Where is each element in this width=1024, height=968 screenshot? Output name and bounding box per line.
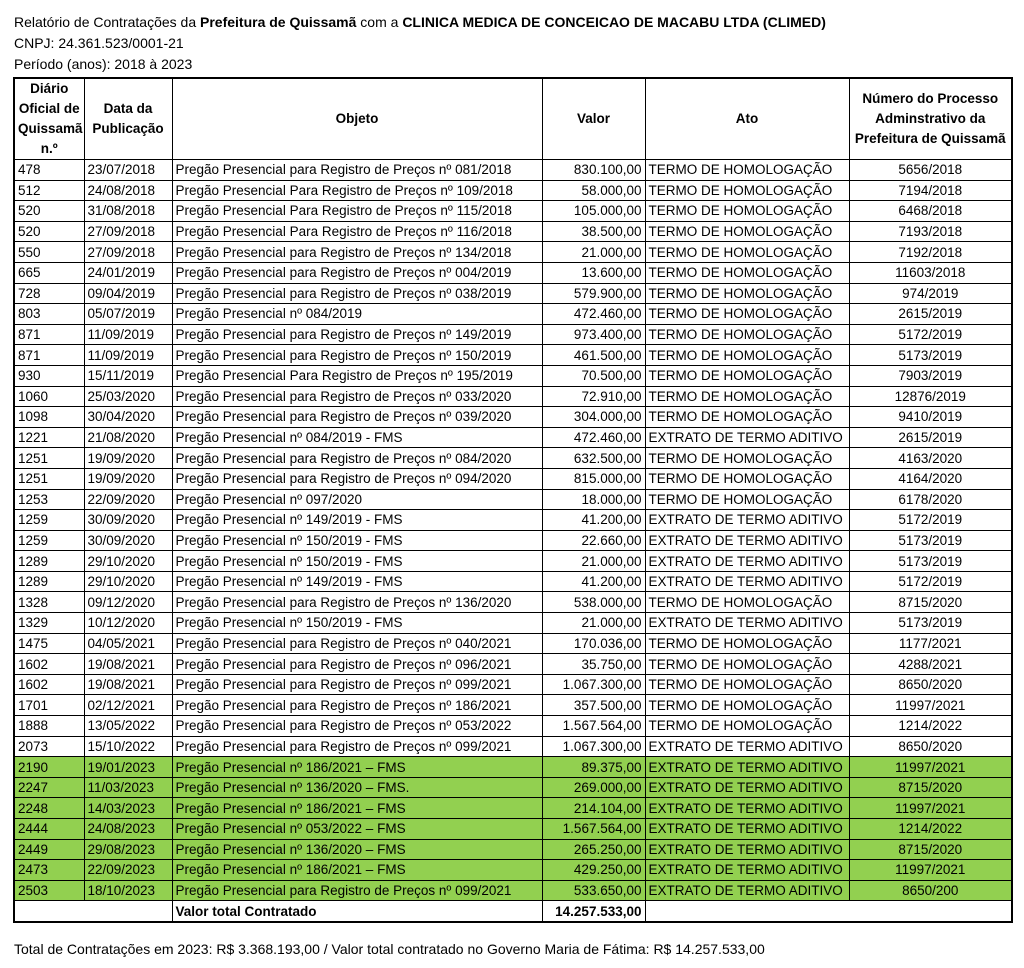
cell-ato: EXTRATO DE TERMO ADITIVO bbox=[645, 798, 849, 819]
cell-ato: TERMO DE HOMOLOGAÇÃO bbox=[645, 262, 849, 283]
cell-objeto: Pregão Presencial nº 084/2019 - FMS bbox=[172, 427, 542, 448]
table-row bbox=[14, 613, 1012, 634]
cell-diario: 1259 bbox=[14, 510, 84, 531]
cell-valor: 472.460,00 bbox=[542, 304, 645, 325]
cell-processo: 4288/2021 bbox=[849, 654, 1012, 675]
col-header-data: Data da Publicação bbox=[84, 78, 172, 160]
cell-data: 29/10/2020 bbox=[84, 551, 172, 572]
cell-objeto: Pregão Presencial Para Registro de Preços nº 195/2019 bbox=[172, 365, 542, 386]
cell-objeto: Pregão Presencial para Registro de Preços nº 099/2021 bbox=[172, 674, 542, 695]
cell-diario: 550 bbox=[14, 242, 84, 263]
cell-valor: 13.600,00 bbox=[542, 262, 645, 283]
cell-ato: TERMO DE HOMOLOGAÇÃO bbox=[645, 448, 849, 469]
cell-valor: 21.000,00 bbox=[542, 613, 645, 634]
cell-objeto: Pregão Presencial nº 053/2022 – FMS bbox=[172, 819, 542, 840]
cell-processo: 9410/2019 bbox=[849, 407, 1012, 428]
cell-objeto: Pregão Presencial Para Registro de Preços nº 115/2018 bbox=[172, 201, 542, 222]
cell-data: 31/08/2018 bbox=[84, 201, 172, 222]
cell-data: 14/03/2023 bbox=[84, 798, 172, 819]
table-row bbox=[14, 324, 1012, 345]
cell-processo: 11997/2021 bbox=[849, 860, 1012, 881]
cell-data: 19/01/2023 bbox=[84, 757, 172, 778]
cell-ato: TERMO DE HOMOLOGAÇÃO bbox=[645, 674, 849, 695]
cell-data: 29/10/2020 bbox=[84, 571, 172, 592]
cell-data: 25/03/2020 bbox=[84, 386, 172, 407]
cell-objeto: Pregão Presencial para Registro de Preços nº 053/2022 bbox=[172, 716, 542, 737]
cell-processo: 7192/2018 bbox=[849, 242, 1012, 263]
cell-ato: TERMO DE HOMOLOGAÇÃO bbox=[645, 242, 849, 263]
cell-processo: 11997/2021 bbox=[849, 798, 1012, 819]
cell-diario: 1289 bbox=[14, 551, 84, 572]
cell-processo: 2615/2019 bbox=[849, 304, 1012, 325]
cell-diario: 1253 bbox=[14, 489, 84, 510]
cell-data: 19/08/2021 bbox=[84, 674, 172, 695]
cell-data: 27/09/2018 bbox=[84, 221, 172, 242]
cell-data: 10/12/2020 bbox=[84, 613, 172, 634]
cell-processo: 2615/2019 bbox=[849, 427, 1012, 448]
cell-data: 27/09/2018 bbox=[84, 242, 172, 263]
cell-objeto: Pregão Presencial nº 186/2021 – FMS bbox=[172, 757, 542, 778]
cell-valor: 538.000,00 bbox=[542, 592, 645, 613]
table-row bbox=[14, 304, 1012, 325]
table-row bbox=[14, 798, 1012, 819]
table-row bbox=[14, 777, 1012, 798]
cell-objeto: Pregão Presencial Para Registro de Preços nº 116/2018 bbox=[172, 221, 542, 242]
table-row bbox=[14, 592, 1012, 613]
col-header-objeto: Objeto bbox=[172, 78, 542, 160]
cell-valor: 265.250,00 bbox=[542, 839, 645, 860]
cell-objeto: Pregão Presencial nº 097/2020 bbox=[172, 489, 542, 510]
cell-processo: 8715/2020 bbox=[849, 592, 1012, 613]
cell-ato: TERMO DE HOMOLOGAÇÃO bbox=[645, 304, 849, 325]
cell-processo: 8650/2020 bbox=[849, 736, 1012, 757]
cell-data: 24/08/2018 bbox=[84, 180, 172, 201]
cell-processo: 5173/2019 bbox=[849, 530, 1012, 551]
cell-ato: TERMO DE HOMOLOGAÇÃO bbox=[645, 386, 849, 407]
table-row bbox=[14, 736, 1012, 757]
table-header-row bbox=[14, 78, 1012, 160]
cell-valor: 72.910,00 bbox=[542, 386, 645, 407]
cell-objeto: Pregão Presencial para Registro de Preços nº 136/2020 bbox=[172, 592, 542, 613]
cell-valor: 21.000,00 bbox=[542, 242, 645, 263]
cell-processo: 974/2019 bbox=[849, 283, 1012, 304]
cell-data: 19/09/2020 bbox=[84, 448, 172, 469]
cell-ato: TERMO DE HOMOLOGAÇÃO bbox=[645, 345, 849, 366]
cell-data: 11/09/2019 bbox=[84, 345, 172, 366]
cell-ato: EXTRATO DE TERMO ADITIVO bbox=[645, 510, 849, 531]
cell-processo: 1214/2022 bbox=[849, 819, 1012, 840]
cell-objeto: Pregão Presencial para Registro de Preços nº 040/2021 bbox=[172, 633, 542, 654]
cell-data: 11/09/2019 bbox=[84, 324, 172, 345]
table-row bbox=[14, 221, 1012, 242]
cell-processo: 5173/2019 bbox=[849, 613, 1012, 634]
cell-processo: 6178/2020 bbox=[849, 489, 1012, 510]
cell-diario: 2248 bbox=[14, 798, 84, 819]
cell-ato: TERMO DE HOMOLOGAÇÃO bbox=[645, 160, 849, 181]
cell-processo: 7193/2018 bbox=[849, 221, 1012, 242]
table-row bbox=[14, 839, 1012, 860]
cell-objeto: Pregão Presencial para Registro de Preços nº 096/2021 bbox=[172, 654, 542, 675]
cell-processo: 5173/2019 bbox=[849, 345, 1012, 366]
table-row bbox=[14, 407, 1012, 428]
cell-ato: TERMO DE HOMOLOGAÇÃO bbox=[645, 407, 849, 428]
cell-objeto: Pregão Presencial nº 136/2020 – FMS bbox=[172, 839, 542, 860]
cell-valor: 472.460,00 bbox=[542, 427, 645, 448]
cell-diario: 1475 bbox=[14, 633, 84, 654]
cnpj-line: CNPJ: 24.361.523/0001-21 bbox=[14, 35, 184, 51]
cell-objeto: Pregão Presencial nº 186/2021 – FMS bbox=[172, 860, 542, 881]
table-row bbox=[14, 654, 1012, 675]
cell-processo: 4163/2020 bbox=[849, 448, 1012, 469]
cell-diario: 1888 bbox=[14, 716, 84, 737]
cell-objeto: Pregão Presencial para Registro de Preços nº 004/2019 bbox=[172, 262, 542, 283]
cell-objeto: Pregão Presencial para Registro de Preços nº 099/2021 bbox=[172, 736, 542, 757]
cell-valor: 18.000,00 bbox=[542, 489, 645, 510]
cell-diario: 2444 bbox=[14, 819, 84, 840]
cell-processo: 1177/2021 bbox=[849, 633, 1012, 654]
cell-diario: 1251 bbox=[14, 468, 84, 489]
cell-objeto: Pregão Presencial nº 150/2019 - FMS bbox=[172, 551, 542, 572]
cell-valor: 533.650,00 bbox=[542, 880, 645, 901]
report-title bbox=[14, 12, 826, 33]
cell-processo: 7903/2019 bbox=[849, 365, 1012, 386]
total-label: Valor total Contratado bbox=[172, 901, 542, 922]
table-row bbox=[14, 345, 1012, 366]
cell-diario: 930 bbox=[14, 365, 84, 386]
table-row bbox=[14, 201, 1012, 222]
cell-valor: 22.660,00 bbox=[542, 530, 645, 551]
cell-data: 22/09/2020 bbox=[84, 489, 172, 510]
cell-ato: TERMO DE HOMOLOGAÇÃO bbox=[645, 592, 849, 613]
cell-data: 15/11/2019 bbox=[84, 365, 172, 386]
table-body bbox=[14, 160, 1012, 922]
cell-diario: 871 bbox=[14, 324, 84, 345]
cell-ato: EXTRATO DE TERMO ADITIVO bbox=[645, 880, 849, 901]
cell-diario: 803 bbox=[14, 304, 84, 325]
cell-processo: 8715/2020 bbox=[849, 777, 1012, 798]
cell-diario: 1701 bbox=[14, 695, 84, 716]
cell-diario: 1602 bbox=[14, 654, 84, 675]
cell-diario: 1251 bbox=[14, 448, 84, 469]
cell-valor: 461.500,00 bbox=[542, 345, 645, 366]
cell-data: 30/09/2020 bbox=[84, 510, 172, 531]
cell-processo: 1214/2022 bbox=[849, 716, 1012, 737]
cell-ato: TERMO DE HOMOLOGAÇÃO bbox=[645, 716, 849, 737]
table-row bbox=[14, 880, 1012, 901]
table-row bbox=[14, 427, 1012, 448]
cell-valor: 632.500,00 bbox=[542, 448, 645, 469]
cell-objeto: Pregão Presencial Para Registro de Preços nº 109/2018 bbox=[172, 180, 542, 201]
cell-diario: 1098 bbox=[14, 407, 84, 428]
cell-data: 30/09/2020 bbox=[84, 530, 172, 551]
cell-diario: 520 bbox=[14, 221, 84, 242]
total-empty-3 bbox=[645, 901, 849, 922]
col-header-ato: Ato bbox=[645, 78, 849, 160]
table-row bbox=[14, 860, 1012, 881]
table-row bbox=[14, 530, 1012, 551]
cell-ato: EXTRATO DE TERMO ADITIVO bbox=[645, 757, 849, 778]
cell-data: 22/09/2023 bbox=[84, 860, 172, 881]
footer-summary: Total de Contratações em 2023: R$ 3.368.193,00 / Valor total contratado no Governo Maria de Fátima: R$ 14.257.533,00 bbox=[14, 941, 765, 957]
col-header-processo: Número do Processo Adminstrativo da Prefeitura de Quissamã bbox=[849, 78, 1012, 160]
cell-objeto: Pregão Presencial nº 186/2021 – FMS bbox=[172, 798, 542, 819]
cell-valor: 973.400,00 bbox=[542, 324, 645, 345]
total-row bbox=[14, 901, 1012, 922]
cell-valor: 105.000,00 bbox=[542, 201, 645, 222]
cell-valor: 579.900,00 bbox=[542, 283, 645, 304]
cell-objeto: Pregão Presencial para Registro de Preços nº 186/2021 bbox=[172, 695, 542, 716]
cell-processo: 5172/2019 bbox=[849, 510, 1012, 531]
cell-processo: 11997/2021 bbox=[849, 757, 1012, 778]
table-row bbox=[14, 674, 1012, 695]
cell-valor: 1.567.564,00 bbox=[542, 819, 645, 840]
cell-data: 15/10/2022 bbox=[84, 736, 172, 757]
table-row bbox=[14, 242, 1012, 263]
cell-ato: TERMO DE HOMOLOGAÇÃO bbox=[645, 654, 849, 675]
table-row bbox=[14, 448, 1012, 469]
cell-diario: 1328 bbox=[14, 592, 84, 613]
cell-processo: 8650/2020 bbox=[849, 674, 1012, 695]
cell-ato: EXTRATO DE TERMO ADITIVO bbox=[645, 571, 849, 592]
cell-processo: 5656/2018 bbox=[849, 160, 1012, 181]
report-header bbox=[14, 12, 826, 75]
cell-diario: 2247 bbox=[14, 777, 84, 798]
cell-objeto: Pregão Presencial para Registro de Preços nº 084/2020 bbox=[172, 448, 542, 469]
table-row bbox=[14, 160, 1012, 181]
title-prefix: Relatório de Contratações da bbox=[14, 14, 200, 30]
cell-diario: 1259 bbox=[14, 530, 84, 551]
cell-valor: 38.500,00 bbox=[542, 221, 645, 242]
cell-processo: 6468/2018 bbox=[849, 201, 1012, 222]
cell-diario: 2473 bbox=[14, 860, 84, 881]
cell-diario: 1602 bbox=[14, 674, 84, 695]
cell-diario: 871 bbox=[14, 345, 84, 366]
cell-ato: TERMO DE HOMOLOGAÇÃO bbox=[645, 633, 849, 654]
cell-ato: TERMO DE HOMOLOGAÇÃO bbox=[645, 201, 849, 222]
table-row bbox=[14, 571, 1012, 592]
table-row bbox=[14, 365, 1012, 386]
total-value: 14.257.533,00 bbox=[542, 901, 645, 922]
cell-valor: 21.000,00 bbox=[542, 551, 645, 572]
table-row bbox=[14, 489, 1012, 510]
cell-data: 24/01/2019 bbox=[84, 262, 172, 283]
total-empty-2 bbox=[84, 901, 172, 922]
table-row bbox=[14, 283, 1012, 304]
cell-diario: 1060 bbox=[14, 386, 84, 407]
cell-processo: 12876/2019 bbox=[849, 386, 1012, 407]
cell-diario: 2190 bbox=[14, 757, 84, 778]
cell-ato: TERMO DE HOMOLOGAÇÃO bbox=[645, 283, 849, 304]
cell-objeto: Pregão Presencial nº 136/2020 – FMS. bbox=[172, 777, 542, 798]
cell-processo: 5172/2019 bbox=[849, 324, 1012, 345]
cell-ato: EXTRATO DE TERMO ADITIVO bbox=[645, 777, 849, 798]
cell-valor: 1.067.300,00 bbox=[542, 674, 645, 695]
cell-valor: 41.200,00 bbox=[542, 510, 645, 531]
cell-objeto: Pregão Presencial nº 150/2019 - FMS bbox=[172, 530, 542, 551]
cell-ato: TERMO DE HOMOLOGAÇÃO bbox=[645, 221, 849, 242]
cell-data: 24/08/2023 bbox=[84, 819, 172, 840]
cell-data: 23/07/2018 bbox=[84, 160, 172, 181]
cell-objeto: Pregão Presencial para Registro de Preços nº 081/2018 bbox=[172, 160, 542, 181]
cell-processo: 8715/2020 bbox=[849, 839, 1012, 860]
cell-processo: 8650/200 bbox=[849, 880, 1012, 901]
cell-objeto: Pregão Presencial para Registro de Preços nº 149/2019 bbox=[172, 324, 542, 345]
cell-valor: 41.200,00 bbox=[542, 571, 645, 592]
cell-objeto: Pregão Presencial nº 149/2019 - FMS bbox=[172, 510, 542, 531]
cell-objeto: Pregão Presencial nº 149/2019 - FMS bbox=[172, 571, 542, 592]
cell-ato: TERMO DE HOMOLOGAÇÃO bbox=[645, 324, 849, 345]
cell-ato: EXTRATO DE TERMO ADITIVO bbox=[645, 551, 849, 572]
table-row bbox=[14, 695, 1012, 716]
table-row bbox=[14, 468, 1012, 489]
cell-ato: TERMO DE HOMOLOGAÇÃO bbox=[645, 468, 849, 489]
cell-ato: TERMO DE HOMOLOGAÇÃO bbox=[645, 180, 849, 201]
cell-diario: 2503 bbox=[14, 880, 84, 901]
table-row bbox=[14, 510, 1012, 531]
cell-ato: EXTRATO DE TERMO ADITIVO bbox=[645, 736, 849, 757]
cell-ato: EXTRATO DE TERMO ADITIVO bbox=[645, 613, 849, 634]
cell-diario: 1289 bbox=[14, 571, 84, 592]
cell-processo: 7194/2018 bbox=[849, 180, 1012, 201]
table-row bbox=[14, 180, 1012, 201]
cell-valor: 1.067.300,00 bbox=[542, 736, 645, 757]
cell-valor: 89.375,00 bbox=[542, 757, 645, 778]
cell-objeto: Pregão Presencial para Registro de Preços nº 094/2020 bbox=[172, 468, 542, 489]
cell-valor: 35.750,00 bbox=[542, 654, 645, 675]
cell-diario: 2073 bbox=[14, 736, 84, 757]
cell-objeto: Pregão Presencial para Registro de Preços nº 038/2019 bbox=[172, 283, 542, 304]
cell-data: 29/08/2023 bbox=[84, 839, 172, 860]
cell-data: 05/07/2019 bbox=[84, 304, 172, 325]
cell-diario: 478 bbox=[14, 160, 84, 181]
cell-data: 09/12/2020 bbox=[84, 592, 172, 613]
cell-valor: 304.000,00 bbox=[542, 407, 645, 428]
cell-objeto: Pregão Presencial para Registro de Preços nº 150/2019 bbox=[172, 345, 542, 366]
col-header-diario: Diário Oficial de Quissamã n.º bbox=[14, 78, 84, 160]
cell-ato: TERMO DE HOMOLOGAÇÃO bbox=[645, 365, 849, 386]
cell-data: 21/08/2020 bbox=[84, 427, 172, 448]
cell-valor: 269.000,00 bbox=[542, 777, 645, 798]
table-row bbox=[14, 716, 1012, 737]
cell-diario: 512 bbox=[14, 180, 84, 201]
cell-diario: 1221 bbox=[14, 427, 84, 448]
cell-data: 02/12/2021 bbox=[84, 695, 172, 716]
cell-valor: 170.036,00 bbox=[542, 633, 645, 654]
cell-diario: 520 bbox=[14, 201, 84, 222]
cell-ato: EXTRATO DE TERMO ADITIVO bbox=[645, 530, 849, 551]
cell-ato: EXTRATO DE TERMO ADITIVO bbox=[645, 860, 849, 881]
cell-valor: 1.567.564,00 bbox=[542, 716, 645, 737]
table-row bbox=[14, 262, 1012, 283]
cell-processo: 11997/2021 bbox=[849, 695, 1012, 716]
cell-valor: 70.500,00 bbox=[542, 365, 645, 386]
cell-ato: TERMO DE HOMOLOGAÇÃO bbox=[645, 695, 849, 716]
cell-data: 09/04/2019 bbox=[84, 283, 172, 304]
cell-objeto: Pregão Presencial para Registro de Preços nº 134/2018 bbox=[172, 242, 542, 263]
cell-objeto: Pregão Presencial nº 084/2019 bbox=[172, 304, 542, 325]
cell-valor: 830.100,00 bbox=[542, 160, 645, 181]
cell-data: 30/04/2020 bbox=[84, 407, 172, 428]
col-header-valor: Valor bbox=[542, 78, 645, 160]
cell-processo: 11603/2018 bbox=[849, 262, 1012, 283]
cell-processo: 4164/2020 bbox=[849, 468, 1012, 489]
table-row bbox=[14, 633, 1012, 654]
table-row bbox=[14, 819, 1012, 840]
cell-ato: TERMO DE HOMOLOGAÇÃO bbox=[645, 489, 849, 510]
cell-data: 13/05/2022 bbox=[84, 716, 172, 737]
table-row bbox=[14, 757, 1012, 778]
cell-valor: 815.000,00 bbox=[542, 468, 645, 489]
cell-valor: 429.250,00 bbox=[542, 860, 645, 881]
cell-diario: 728 bbox=[14, 283, 84, 304]
cell-processo: 5172/2019 bbox=[849, 571, 1012, 592]
cell-diario: 2449 bbox=[14, 839, 84, 860]
cell-valor: 58.000,00 bbox=[542, 180, 645, 201]
cell-valor: 357.500,00 bbox=[542, 695, 645, 716]
cell-objeto: Pregão Presencial para Registro de Preços nº 099/2021 bbox=[172, 880, 542, 901]
contracts-table bbox=[13, 77, 1013, 923]
cell-ato: EXTRATO DE TERMO ADITIVO bbox=[645, 427, 849, 448]
cell-valor: 214.104,00 bbox=[542, 798, 645, 819]
cell-data: 19/09/2020 bbox=[84, 468, 172, 489]
period-line: Período (anos): 2018 à 2023 bbox=[14, 56, 193, 72]
cell-data: 19/08/2021 bbox=[84, 654, 172, 675]
cell-ato: EXTRATO DE TERMO ADITIVO bbox=[645, 819, 849, 840]
total-empty-1 bbox=[14, 901, 84, 922]
total-empty-4 bbox=[849, 901, 1012, 922]
cell-data: 04/05/2021 bbox=[84, 633, 172, 654]
cell-objeto: Pregão Presencial para Registro de Preços nº 039/2020 bbox=[172, 407, 542, 428]
cell-diario: 665 bbox=[14, 262, 84, 283]
title-mid: com a bbox=[356, 14, 403, 30]
cell-data: 11/03/2023 bbox=[84, 777, 172, 798]
cell-ato: EXTRATO DE TERMO ADITIVO bbox=[645, 839, 849, 860]
title-company: CLINICA MEDICA DE CONCEICAO DE MACABU LTDA (CLIMED) bbox=[402, 14, 826, 30]
table-row bbox=[14, 386, 1012, 407]
cell-data: 18/10/2023 bbox=[84, 880, 172, 901]
cell-diario: 1329 bbox=[14, 613, 84, 634]
cell-objeto: Pregão Presencial para Registro de Preços nº 033/2020 bbox=[172, 386, 542, 407]
cell-processo: 5173/2019 bbox=[849, 551, 1012, 572]
cell-objeto: Pregão Presencial nº 150/2019 - FMS bbox=[172, 613, 542, 634]
title-entity: Prefeitura de Quissamã bbox=[200, 14, 357, 30]
table-row bbox=[14, 551, 1012, 572]
